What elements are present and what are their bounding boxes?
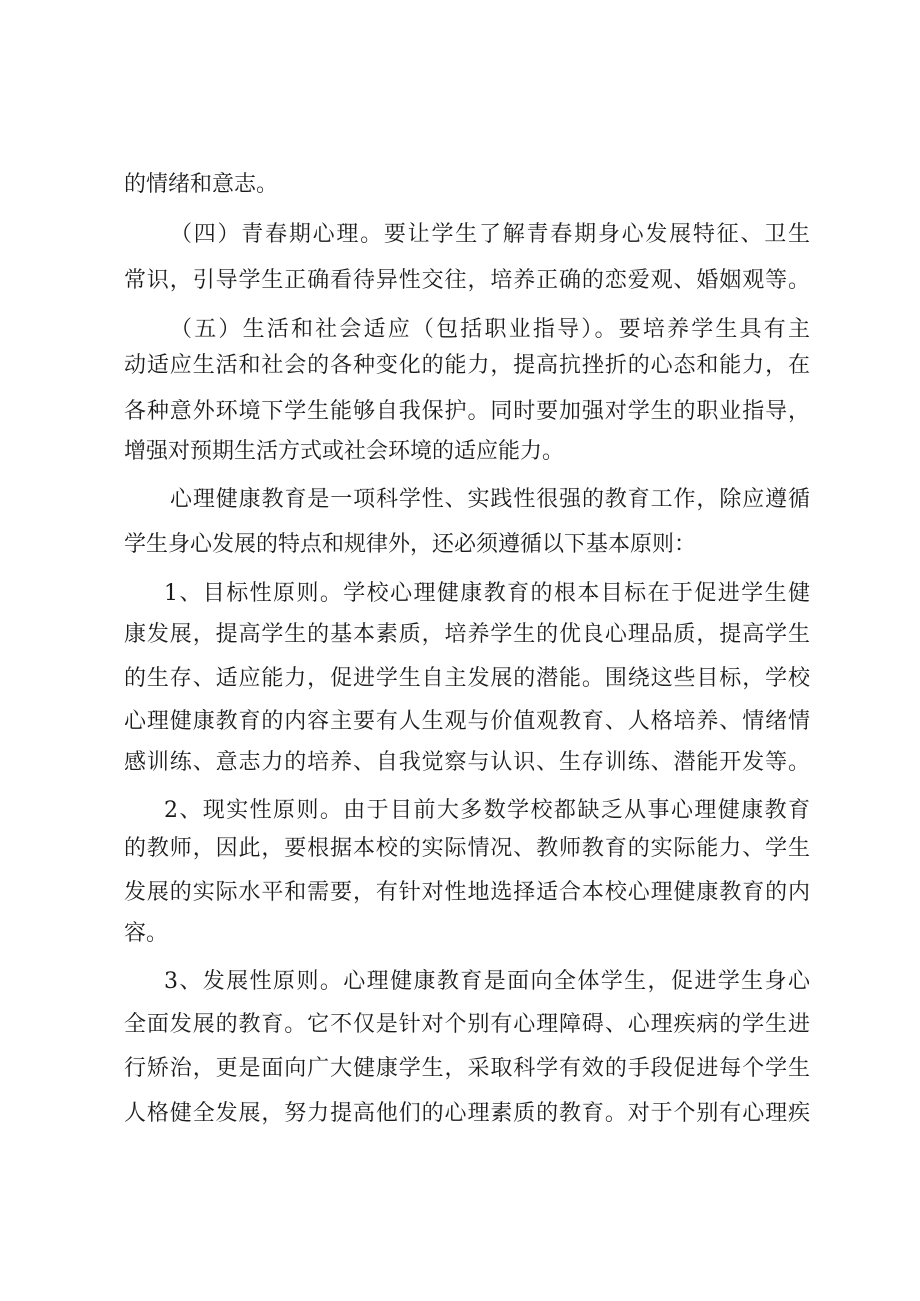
text-line: 的生存、适应能力，促进学生自主发展的潜能。围绕这些目标，学校: [124, 666, 810, 691]
text-line: 学生身心发展的特点和规律外，还必须遵循以下基本原则：: [124, 532, 697, 557]
text-line: 的情绪和意志。: [124, 172, 279, 197]
text-line: 心理健康教育的内容主要有人生观与价值观教育、人格培养、情绪情: [124, 709, 810, 734]
text-line: 增强对预期生活方式或社会环境的适应能力。: [124, 439, 565, 464]
text-line: 动适应生活和社会的各种变化的能力，提高抗挫折的心态和能力，在: [124, 353, 810, 378]
text-line: 发展的实际水平和需要，有针对性地选择适合本校心理健康教育的内: [124, 880, 810, 905]
text-line: 行矫治，更是面向广大健康学生，采取科学有效的手段促进每个学生: [124, 1056, 810, 1081]
text-line-principles-intro: 心理健康教育是一项科学性、实践性很强的教育工作，除应遵循: [170, 487, 810, 512]
text-line-principle-1: 1、目标性原则。学校心理健康教育的根本目标在于促进学生健: [164, 581, 810, 606]
text-line-section-four-heading: （四）青春期心理。要让学生了解青春期身心发展特征、卫生: [170, 222, 810, 247]
text-line: 容。: [124, 921, 169, 946]
text-line-section-five-heading: （五）生活和社会适应（包括职业指导）。要培养学生具有主: [170, 317, 810, 342]
text-line: 各种意外环境下学生能够自我保护。同时要加强对学生的职业指导，: [124, 399, 810, 424]
text-line: 感训练、意志力的培养、自我觉察与认识、生存训练、潜能开发等。: [124, 750, 810, 775]
text-line: 人格健全发展，努力提高他们的心理素质的教育。对于个别有心理疾: [124, 1101, 810, 1126]
text-line: 常识，引导学生正确看待异性交往，培养正确的恋爱观、婚姻观等。: [124, 268, 810, 293]
text-line-principle-2: 2、现实性原则。由于目前大多数学校都缺乏从事心理健康教育: [164, 798, 810, 823]
text-line-principle-3: 3、发展性原则。心理健康教育是面向全体学生，促进学生身心: [164, 969, 810, 994]
text-line: 全面发展的教育。它不仅是针对个别有心理障碍、心理疾病的学生进: [124, 1012, 810, 1037]
text-line: 康发展，提高学生的基本素质，培养学生的优良心理品质，提高学生: [124, 622, 810, 647]
text-line: 的教师，因此，要根据本校的实际情况、教师教育的实际能力、学生: [124, 836, 810, 861]
